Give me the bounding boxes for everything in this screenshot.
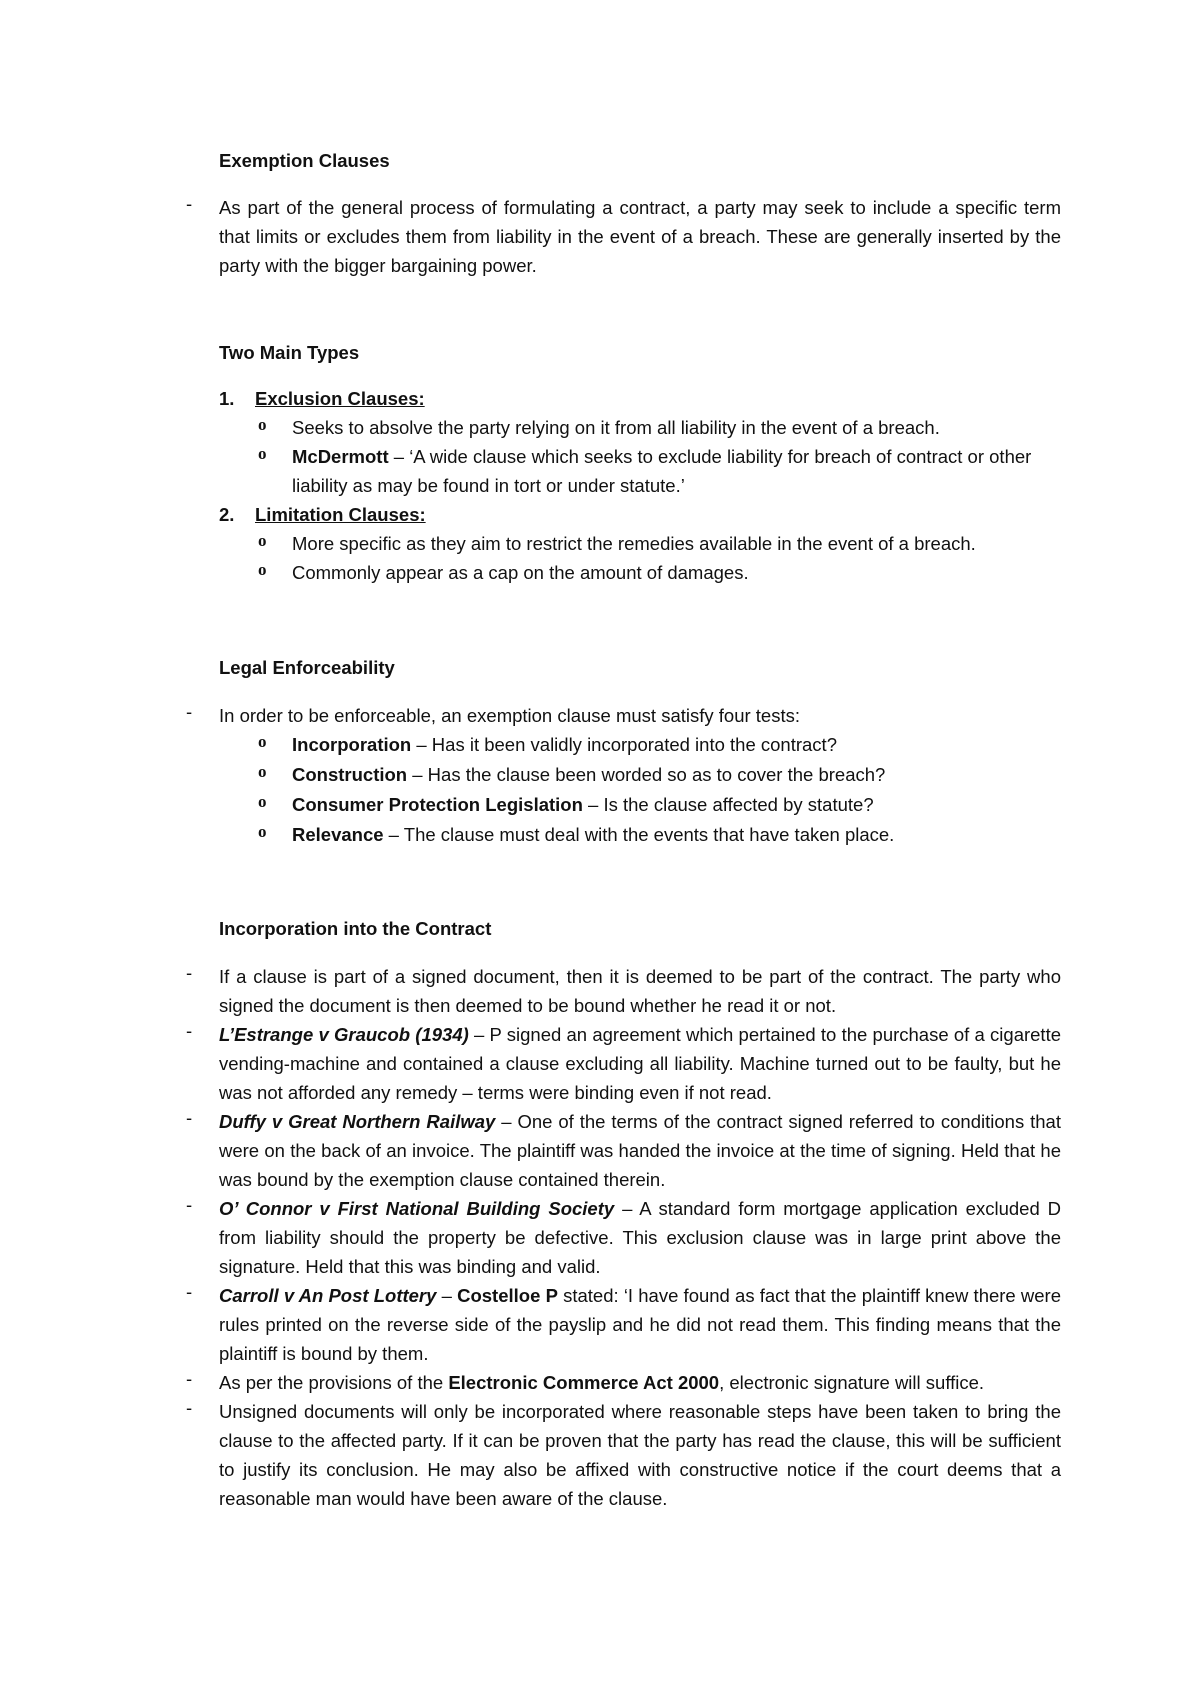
heading-legal-enforceability: Legal Enforceability xyxy=(219,657,395,678)
paragraph-lestrange-case xyxy=(219,1020,1061,1107)
test-description: – Has it been validly incorporated into the contract? xyxy=(411,734,837,755)
dash-marker: - xyxy=(186,193,193,214)
test-name: Incorporation xyxy=(292,734,412,755)
separator: – xyxy=(436,1285,458,1306)
test-name: Relevance xyxy=(292,824,384,845)
case-summary: – P signed an agreement which pertained to the purchase of a cigarette vending-machine and contained a clause excluding all liability. Machine turned out to be faulty, but he was not afforded any remedy – terms were binding even if not read. xyxy=(219,1024,1062,1103)
list-item-mcdermott xyxy=(292,442,1061,500)
heading-two-main-types: Two Main Types xyxy=(219,342,360,363)
list-item-text: More specific as they aim to restrict the remedies available in the event of a breach. xyxy=(292,533,976,554)
list-number: 1. xyxy=(219,388,235,409)
list-item-text: Commonly appear as a cap on the amount of damages. xyxy=(292,562,749,583)
heading-exemption-clauses: Exemption Clauses xyxy=(219,150,390,171)
test-name: Construction xyxy=(292,764,408,785)
dash-marker: - xyxy=(186,1397,193,1418)
dash-marker: - xyxy=(186,1107,193,1128)
paragraph-exemption-intro: As part of the general process of formulating a contract, a party may seek to include a specific term that limits or excludes them from liability in the event of a breach. These are generally inserted by the party with the bigger bargaining power. xyxy=(219,197,1061,276)
list-item-incorporation xyxy=(292,730,1061,759)
paragraph-duffy-case xyxy=(219,1107,1061,1194)
bullet-marker: o xyxy=(258,822,267,841)
case-summary: – A standard form mortgage application excluded D from liability should the property be defective. This exclusion clause was in large print above the signature. Held that this was binding and valid. xyxy=(219,1198,1061,1277)
case-name: Carroll v An Post Lottery xyxy=(219,1285,437,1306)
list-item-text: Seeks to absolve the party relying on it from all liability in the event of a breach. xyxy=(292,417,940,438)
test-description: – Has the clause been worded so as to cover the breach? xyxy=(407,764,886,785)
term-label: Limitation Clauses: xyxy=(255,504,426,525)
list-item-limitation-clauses xyxy=(255,500,1061,529)
list-item-text: – ‘A wide clause which seeks to exclude liability for breach of contract or other liability as may be found in tort or under statute.’ xyxy=(292,446,1032,496)
case-name: McDermott xyxy=(292,446,389,467)
paragraph-enforceability-intro: In order to be enforceable, an exemption clause must satisfy four tests: xyxy=(219,705,800,726)
act-name: Electronic Commerce Act 2000 xyxy=(448,1372,720,1393)
case-name: O’ Connor v First National Building Society xyxy=(219,1198,615,1219)
text: As per the provisions of the xyxy=(219,1372,449,1393)
paragraph-signed-document: If a clause is part of a signed document, then it is deemed to be part of the contract. The party who signed the document is then deemed to be bound whether he read it or not. xyxy=(219,966,1061,1016)
bullet-marker: o xyxy=(258,792,267,811)
case-summary: stated: ‘I have found as fact that the plaintiff knew there were rules printed on the reverse side of the payslip and he did not read them. This finding means that the plaintiff is bound by them. xyxy=(219,1285,1062,1364)
bullet-marker: o xyxy=(258,415,267,434)
paragraph-electronic-commerce xyxy=(219,1368,1061,1397)
test-description: – Is the clause affected by statute? xyxy=(582,794,874,815)
test-description: – The clause must deal with the events that have taken place. xyxy=(383,824,895,845)
dash-marker: - xyxy=(186,701,193,722)
list-item-relevance xyxy=(292,820,1061,849)
test-name: Consumer Protection Legislation xyxy=(292,794,583,815)
dash-marker: - xyxy=(186,1020,193,1041)
case-summary: – One of the terms of the contract signed referred to conditions that were on the back of an invoice. The plaintiff was handed the invoice at the time of signing. Held that he was bound by the exemption clause contained therein. xyxy=(219,1111,1061,1190)
bullet-marker: o xyxy=(258,732,267,751)
list-item-construction xyxy=(292,760,1061,789)
judge-name: Costelloe P xyxy=(457,1285,558,1306)
term-label: Exclusion Clauses: xyxy=(255,388,425,409)
list-item-exclusion-clauses xyxy=(255,384,1061,413)
case-name: L’Estrange v Graucob (1934) xyxy=(219,1024,469,1045)
paragraph-oconnor-case xyxy=(219,1194,1061,1281)
bullet-marker: o xyxy=(258,444,267,463)
text: , electronic signature will suffice. xyxy=(719,1372,985,1393)
paragraph-unsigned-documents: Unsigned documents will only be incorporated where reasonable steps have been taken to bring the clause to the affected party. If it can be proven that the party has read the clause, this will be sufficient to justify its conclusion. He may also be affixed with constructive notice if the court deems that a reasonable man would have been aware of the clause. xyxy=(219,1401,1061,1509)
dash-marker: - xyxy=(186,1194,193,1215)
bullet-marker: o xyxy=(258,560,267,579)
list-item-consumer-protection xyxy=(292,790,1061,819)
dash-marker: - xyxy=(186,962,193,983)
heading-incorporation: Incorporation into the Contract xyxy=(219,918,492,939)
dash-marker: - xyxy=(186,1281,193,1302)
list-number: 2. xyxy=(219,504,235,525)
bullet-marker: o xyxy=(258,762,267,781)
bullet-marker: o xyxy=(258,531,267,550)
dash-marker: - xyxy=(186,1368,193,1389)
paragraph-carroll-case xyxy=(219,1281,1061,1368)
case-name: Duffy v Great Northern Railway xyxy=(219,1111,496,1132)
